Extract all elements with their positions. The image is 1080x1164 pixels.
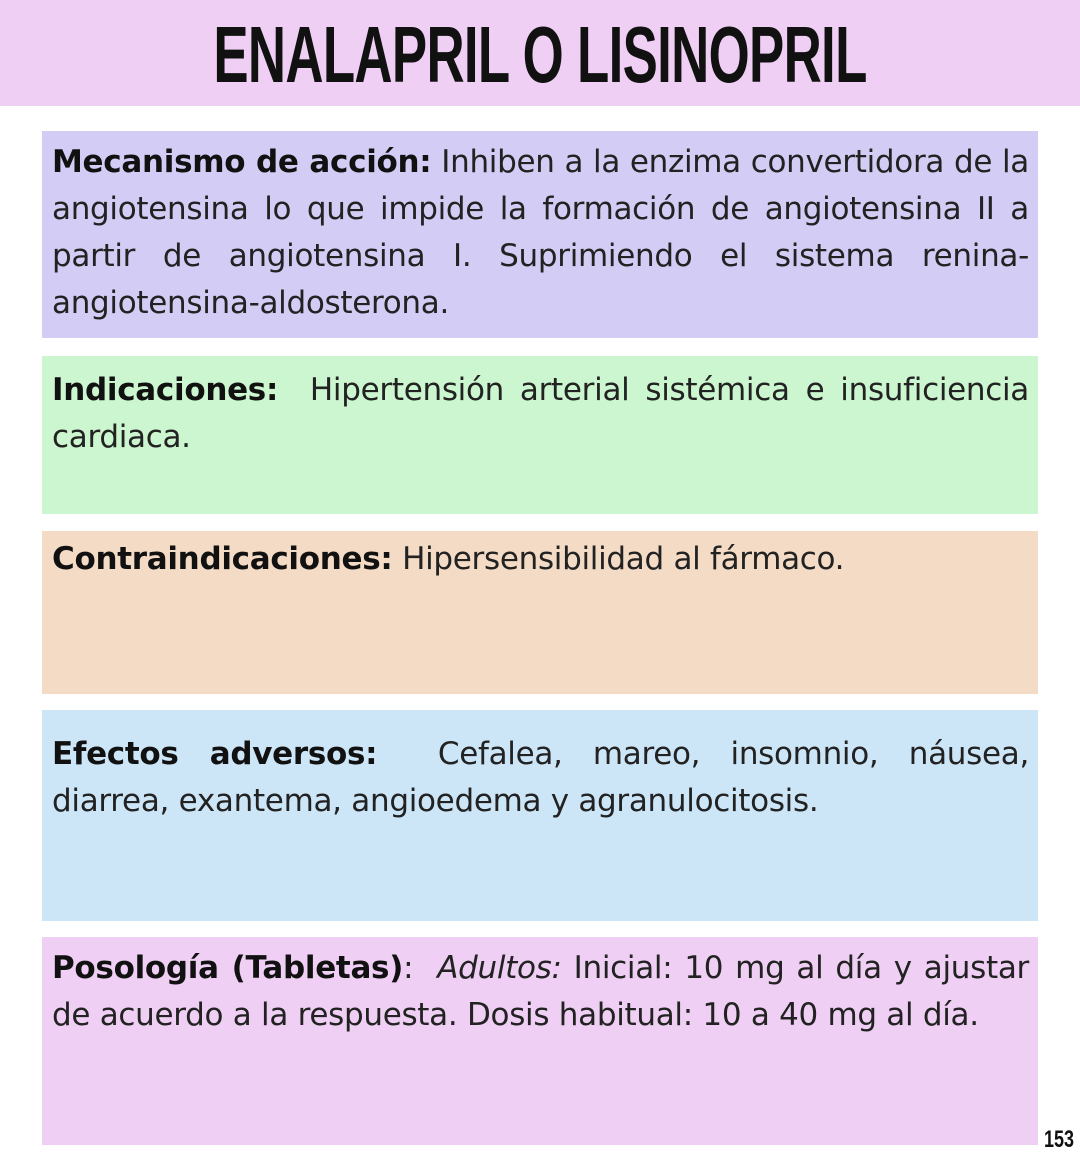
posologia-label: Posología (Tabletas) xyxy=(52,950,404,986)
indicaciones-paragraph xyxy=(52,367,1029,461)
efectos-text: Cefalea, mareo, insomnio, náusea, diarrea, exantema, angioedema y agranulocitosis. xyxy=(52,736,1030,819)
posologia-italic: Adultos: xyxy=(437,950,562,986)
mecanismo-section xyxy=(42,131,1038,338)
mecanismo-text: Inhiben a la enzima convertidora de la angiotensina lo que impide la formación de angiotensina II a partir de angiotensina I. Suprimiendo el sistema renina-angiotensina-aldosterona. xyxy=(52,144,1029,321)
page-title: ENALAPRIL O LISINOPRIL xyxy=(213,10,867,99)
efectos-label: Efectos adversos: xyxy=(52,736,378,772)
indicaciones-label: Indicaciones: xyxy=(52,372,279,408)
contraindicaciones-section xyxy=(42,531,1038,694)
posologia-colon: : xyxy=(403,950,414,986)
mecanismo-paragraph xyxy=(52,139,1029,327)
header-banner xyxy=(0,0,1080,106)
efectos-paragraph xyxy=(52,731,1029,825)
posologia-paragraph xyxy=(52,945,1029,1039)
page-number: 153 xyxy=(1043,1126,1074,1153)
contraindicaciones-label: Contraindicaciones: xyxy=(52,541,393,577)
contraindicaciones-text: Hipersensibilidad al fármaco. xyxy=(402,541,845,577)
contraindicaciones-paragraph xyxy=(52,536,1029,583)
indicaciones-text: Hipertensión arterial sistémica e insuficiencia cardiaca. xyxy=(52,372,1030,455)
indicaciones-section xyxy=(42,356,1038,514)
mecanismo-label: Mecanismo de acción: xyxy=(52,144,432,180)
efectos-section xyxy=(42,710,1038,921)
posologia-text: Inicial: 10 mg al día y ajustar de acuerdo a la respuesta. Dosis habitual: 10 a 40 mg al día. xyxy=(52,950,1030,1033)
posologia-section xyxy=(42,937,1038,1145)
